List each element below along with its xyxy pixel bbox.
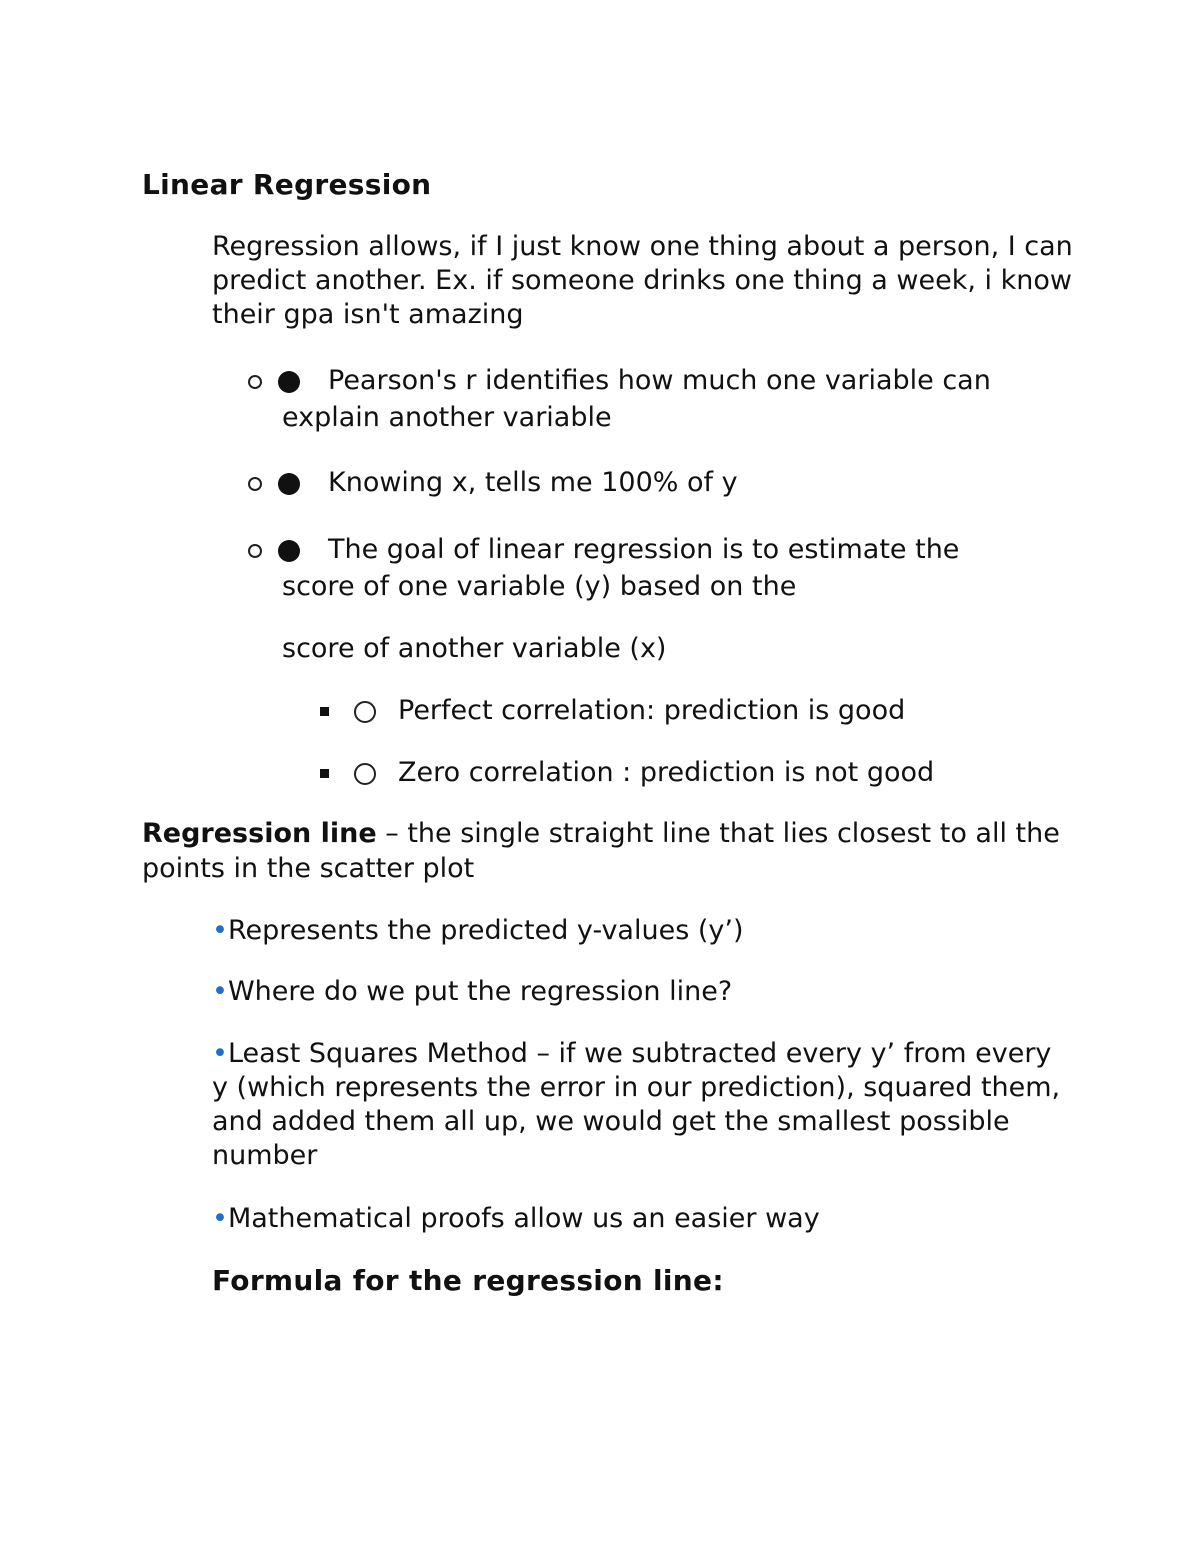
filled-bullet-icon [278, 473, 300, 495]
list-item-line: The goal of linear regression is to estimate the [328, 534, 960, 565]
list-item-line: explain another variable [282, 402, 612, 433]
hollow-circle-bullet-icon [354, 701, 376, 723]
bullet-item [212, 914, 1072, 948]
definition-paragraph [142, 816, 1072, 886]
hollow-bullet-icon [248, 477, 262, 491]
definition-text: – the single straight line that lies closest to all the points in the scatter plot [142, 818, 1060, 884]
bullet-item [212, 1037, 1072, 1173]
list-item-line: Perfect correlation: prediction is good [398, 695, 906, 726]
formula-heading: Formula for the regression line: [212, 1264, 724, 1297]
bullet-text: Where do we put the regression line? [227, 976, 733, 1007]
filled-bullet-icon [278, 540, 300, 562]
list-markers [320, 692, 376, 729]
definition-term: Regression line [142, 818, 377, 849]
list-item [248, 464, 1068, 501]
hollow-bullet-icon [248, 544, 262, 558]
document-title: Linear Regression [142, 168, 432, 201]
bullet-item [212, 1202, 1072, 1236]
bullet-dot-icon: • [212, 976, 228, 1007]
bullet-dot-icon: • [212, 915, 228, 946]
square-bullet-icon [320, 707, 329, 716]
list-item [320, 692, 1080, 729]
list-item [320, 754, 1080, 791]
list-item-line: score of one variable (y) based on the [282, 571, 797, 602]
bullet-dot-icon: • [212, 1203, 228, 1234]
list-markers [320, 754, 376, 791]
list-markers [248, 362, 328, 399]
filled-bullet-icon [278, 371, 300, 393]
hollow-bullet-icon [248, 375, 262, 389]
bullet-item [212, 975, 1072, 1009]
intro-paragraph: Regression allows, if I just know one thing about a person, I can predict another. Ex. if someone drinks one thing a week, i know their gpa isn't amazing [212, 231, 1073, 330]
list-item-line: Knowing x, tells me 100% of y [328, 467, 738, 498]
bullet-text: Mathematical proofs allow us an easier way [227, 1203, 820, 1234]
list-markers [248, 464, 328, 501]
hollow-circle-bullet-icon [354, 763, 376, 785]
list-item-line: Pearson's r identifies how much one variable can [328, 365, 991, 396]
square-bullet-icon [320, 769, 329, 778]
bullet-text: Represents the predicted y-values (y’) [227, 915, 744, 946]
bullet-text: Least Squares Method – if we subtracted every y’ from every y (which represents the error in our prediction), squared them, and added them all up, we would get the smallest possible number [212, 1038, 1061, 1171]
list-markers [248, 531, 328, 568]
list-item-line: Zero correlation : prediction is not good [398, 757, 935, 788]
bullet-dot-icon: • [212, 1038, 228, 1069]
list-item [248, 362, 1068, 436]
list-item [248, 531, 1068, 605]
list-item-continuation: score of another variable (x) [282, 633, 667, 664]
